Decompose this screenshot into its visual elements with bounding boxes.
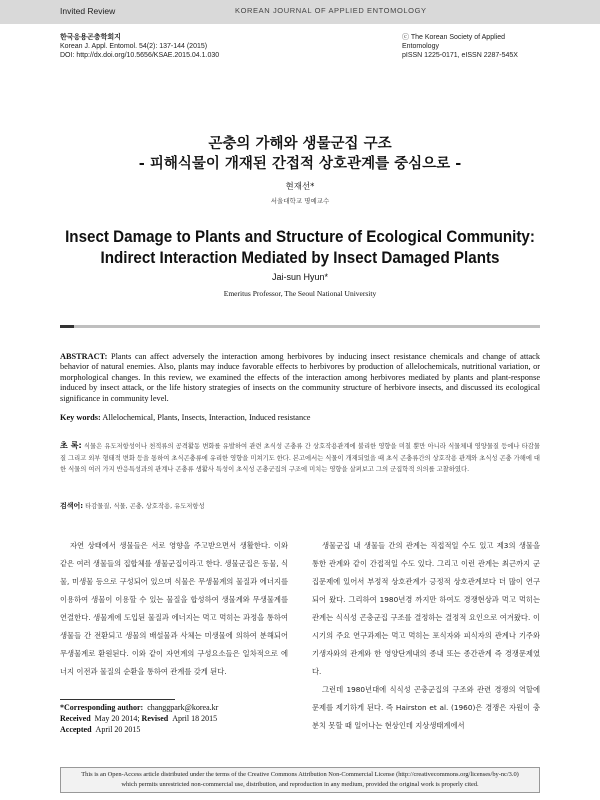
journal-name-korean: 한국응용곤충학회지 — [60, 33, 121, 41]
abstract-label: ABSTRACT: — [60, 352, 108, 361]
affiliation-english: Emeritus Professor, The Seoul National University — [223, 289, 377, 298]
received-date: May 20 2014; — [94, 713, 140, 723]
affiliation-korean: 서울대학교 명예교수 — [270, 197, 330, 205]
footnote-divider — [60, 699, 175, 700]
abstract-text: Plants can affect adversely the interaction among herbivores by inducing insect resistance chemicals and change of attack behavior of natural enemies. Also, plants may induce favorable effects to herbivores by production of allelochemicals, nutritional variation, or morphological changes. In this review, we examined the effects of the interaction among herbivores mediated by plants and plant-response induced by insect attack, or the life history strategies of insects on the community structure of herbivore insects, and discussed its ecological significance in community level. — [60, 352, 540, 403]
citation-block — [60, 33, 219, 60]
license-line: which permits unrestricted non-commercial use, distribution, and reproduction in any medium, provided the original work is properly cited. — [121, 781, 479, 788]
revised-date: April 18 2015 — [172, 713, 218, 723]
body-paragraph: 그런데 1980년대에 식식성 곤충군집의 구조와 관련 경쟁의 역할에 문제를 제기하게 된다. 즉 Hairston et al. (1960)은 경쟁은 자원이 충분치 못할 때 일어나는 현상인데 지상생태계에서 — [312, 685, 540, 730]
footnote — [60, 703, 218, 735]
issn: pISSN 1225-0171, eISSN 2287-545X — [402, 52, 518, 59]
keywords-korean-label: 검색어: — [60, 502, 84, 510]
abstract-korean-text: 식물은 유도저항성이나 천적류의 공격활동 변화를 유발하여 관련 초식성 곤충류 간 상호작용관계에 불리한 영향을 미칠 뿐만 아니라 식물체내 영양물질 등에나 타감물질 그리고 외부 형태적 변화 등을 통하여 초식곤충류에 유리한 영향을 미쳐기도 한다. 본고에서는 식물이 개재되었을 때 초식 곤충류간의 상호작용 관계와 초식성 곤충 가해에 대한 식물의 여러 가지 반응특성과의 관계나 곤충류 생활사 특성이 초식성 곤충군집의 구조에 미치는 영향을 살펴보고 그의 군집학적 의의를 고찰하였다. — [60, 443, 540, 474]
abstract-english — [60, 352, 540, 404]
keywords-label: Key words: — [60, 413, 101, 422]
body-column-left — [60, 537, 288, 681]
title-english: Insect Damage to Plants and Structure of Ecological Community: — [65, 228, 535, 246]
body-column-right — [312, 537, 540, 735]
license-box — [60, 767, 540, 793]
corresponding-email[interactable]: changgpark@korea.kr — [147, 703, 219, 712]
author-english: Jai-sun Hyun* — [271, 272, 329, 282]
keywords-text: Allelochemical, Plants, Insects, Interaction, Induced resistance — [102, 413, 311, 422]
received-label: Received — [60, 713, 91, 723]
section-divider — [60, 325, 540, 328]
title-korean: 곤충의 가해와 생물군집 구조 — [208, 136, 392, 152]
accepted-label: Accepted — [60, 724, 92, 734]
citation: Korean J. Appl. Entomol. 54(2): 137-144 (2015) — [60, 43, 208, 50]
author-korean: 현재선* — [285, 182, 315, 192]
abstract-korean-label: 초 록: — [60, 441, 82, 450]
copyright: ⓒ The Korean Society of Applied Entomology — [402, 34, 505, 50]
keywords-korean — [60, 501, 540, 511]
copyright-block — [402, 33, 540, 60]
license-line: This is an Open-Access article distributed under the terms of the Creative Commons Attribution Non-Commercial License (http://creativecommons.org/licenses/by-nc/3.0) — [81, 771, 519, 778]
subtitle-korean: - 피해식물이 개재된 간접적 상호관계를 중심으로 - — [138, 156, 462, 172]
revised-label: Revised — [141, 713, 169, 723]
corresponding-label: *Corresponding author: — [60, 703, 144, 712]
keywords-korean-text: 타감물질, 식물, 곤충, 상호작용, 유도저항성 — [85, 503, 205, 510]
journal-header-bar — [0, 0, 600, 24]
journal-name: KOREAN JOURNAL OF APPLIED ENTOMOLOGY — [235, 6, 427, 15]
abstract-korean — [60, 440, 540, 476]
article-type: Invited Review — [60, 6, 116, 16]
accepted-date: April 20 2015 — [95, 724, 141, 734]
body-paragraph: 자연 상태에서 생물들은 서로 영향을 주고받으면서 생활한다. 이와 같은 여러 생물들의 집합체를 생물군집이라고 한다. 생물군집은 동물, 식물, 미생물 등으로 구성되어 있으며 식물은 무생물계의 물질과 에너지를 이용하여 생물이 이용할 수 있는 물질을 합성하여 생물계와 무생물계를 연결한다. 생물계에 도입된 물질과 에너지는 먹고 먹히는 과정을 통하여 생물들 간 전환되고 생물의 배설물과 사체는 미생물에 의하여 분해되어 무생물계로 환원된다. 이와 같이 자연계의 구성요소들은 일차적으로 에너지 이전과 물질의 순환을 통하여 관계를 갖게 된다. — [60, 541, 288, 676]
divider-accent — [60, 325, 74, 328]
body-paragraph: 생물군집 내 생물들 간의 관계는 직접적일 수도 있고 제3의 생물을 통한 관계와 같이 간접적일 수도 있다. 그리고 이런 관계는 최근까지 군집문제에 있어서 부정적 상호관계가 긍정적 상호관계보다 더 많이 연구되어 왔다. 그리하여 1980년경 까지만 하여도 경쟁현상과 먹고 먹히는 관계는 식식성 곤충군집 구조를 결정하는 결정적 요인으로 여겨왔다. 이 시기의 주요 연구과제는 먹고 먹히는 포식자와 피식자의 관계나 기주와 기생자와의 관계와 한 영양단계내의 종내 또는 종간관계 즉 경쟁문제였다. — [312, 541, 540, 676]
subtitle-english: Indirect Interaction Mediated by Insect Damaged Plants — [100, 249, 500, 267]
doi-link[interactable]: DOI: http://dx.doi.org/10.5656/KSAE.2015.04.1.030 — [60, 52, 220, 59]
keywords-english — [60, 413, 540, 422]
